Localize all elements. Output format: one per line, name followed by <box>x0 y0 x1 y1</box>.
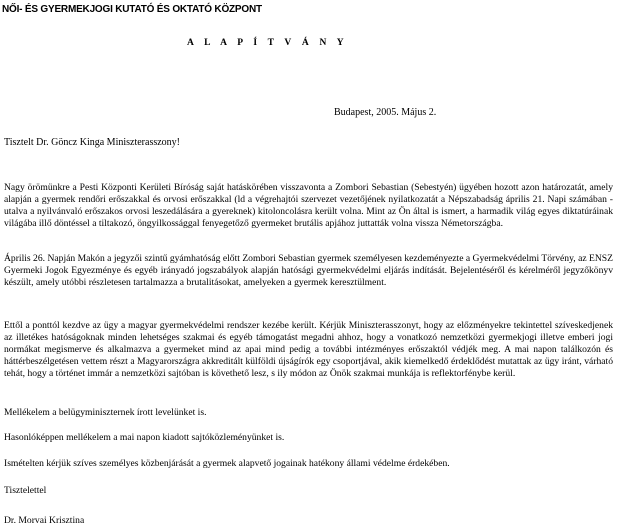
letter-date: Budapest, 2005. Május 2. <box>334 107 437 118</box>
paragraph-guardianship-proceeding: Április 26. Napján Makón a jegyzői szintű gyámhatóság előtt Zombori Sebastian gyermek személyesen kezdeményezte a Gyermekvédelmi Törvény, az ENSZ Gyermeki Jogok Egyezménye és egyéb irányadó jogszabályok alapján hatósági gyermekvédelmi eljárás indítását. Bejelentéséről és kérelméről jegyzőkönyv készült, amely utóbbi részletesen tartalmazza a brutalitásokat, amelyeken a gyermek keresztülment. <box>4 253 613 288</box>
request-line: Ismételten kérjük szíves személyes közbenjárását a gyermek alapvető jogainak hatékony állami védelme érdekében. <box>4 458 450 469</box>
press-release-line: Hasonlóképpen mellékelem a mai napon kiadott sajtóközleményünket is. <box>4 432 285 443</box>
signature: Dr. Morvai Krisztina <box>4 515 85 526</box>
organization-name: NŐI- ÉS GYERMEKJOGI KUTATÓ ÉS OKTATÓ KÖZPONT <box>2 4 262 15</box>
closing: Tisztelettel <box>4 485 47 496</box>
organization-subtitle: A L A P Í T V Á N Y <box>187 38 348 48</box>
paragraph-court-decision: Nagy örömünkre a Pesti Központi Kerületi Bíróság saját hatáskörében visszavonta a Zombori Sebastian (Sebestyén) ügyében hozott azon határozatát, amely alapján a gyermek rendőri erőszakkal és orvosi erőszakkal (ld a végrehajtói szervezet vezetőjének nyilatkozatát a Népszabadság április 21. Napi számában - utalva a nyilvánvaló erőszakos orvosi leszedálására a gyereknek) kitoloncolásra került volna. Mint az Ön által is ismert, a harmadik világ egyes diktatúráinak világába illő döntéssel a tiltakozó, öngyilkossággal fenyegetőző gyermeket brutális apjához juttatták volna vissza Németországba. <box>4 182 613 229</box>
salutation: Tisztelt Dr. Göncz Kinga Miniszterasszony! <box>4 137 180 148</box>
attachment-line: Mellékelem a belügyminiszternek írott levelünket is. <box>4 407 207 418</box>
paragraph-request-support: Ettől a ponttól kezdve az ügy a magyar gyermekvédelmi rendszer kezébe került. Kérjük Miniszterasszonyt, hogy az előzményekre tekintettel szíveskedjenek az illetékes hatóságoknak minden lehetséges szakmai és egyéb támogatást megadni ahhoz, hogy a vonatkozó nemzetközi gyermekjogi illetve emberi jogi normákat megismerve és alkalmazva a gyermeket mind az apai mind pedig a további intézményes erőszaktól védjék meg. A mai napon találkozón és háttérbeszélgetésen vettem részt a Magyarországra akkreditált külföldi újságírók egy csoportjával, akik kiemelkedő érdeklődést mutattak az ügy iránt, várható tehát, hogy a történet immár a nemzetközi sajtóban is követhető lesz, s ily módon az Önök szakmai munkája is reflektorfénybe kerül. <box>4 320 613 379</box>
